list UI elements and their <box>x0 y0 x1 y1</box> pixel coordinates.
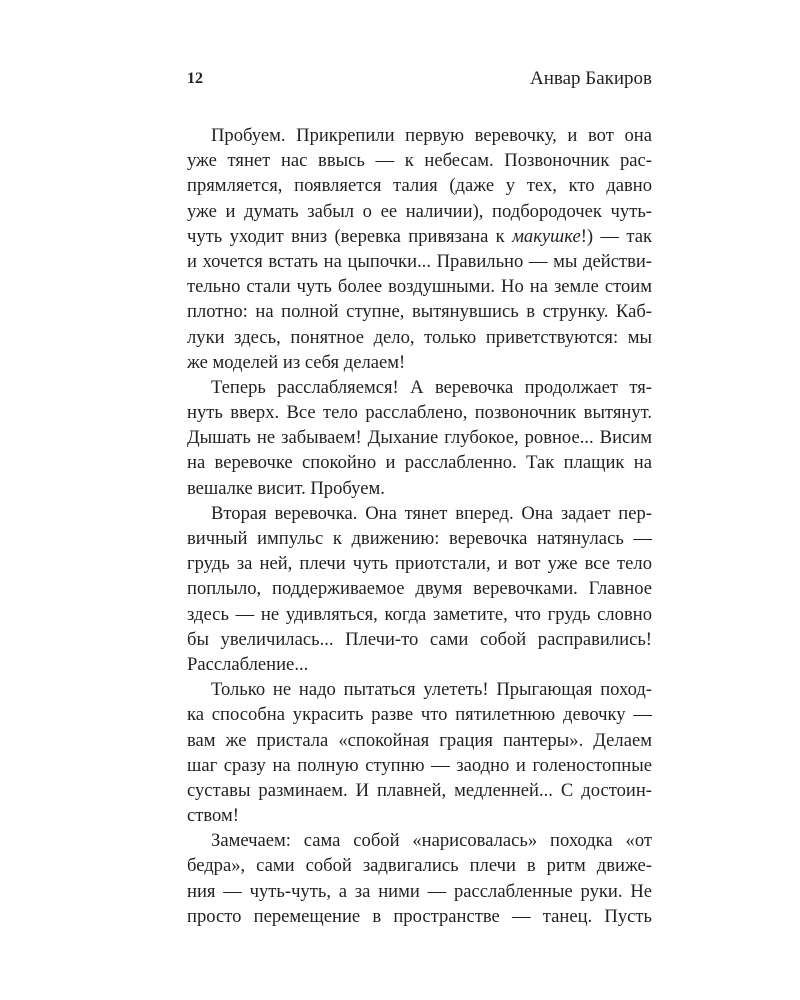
text-segment: чуть уходит вниз (веревка привязана к <box>187 225 513 247</box>
text-line: здесь — не удивляться, когда заметите, что грудь словно <box>187 603 652 625</box>
text-line: бы увеличилась... Плечи-то сами собой расправились! <box>187 628 652 650</box>
italic-emphasis: макушке <box>512 225 581 247</box>
text-line: Пробуем. Прикрепили первую веревочку, и вот она <box>211 125 652 146</box>
paragraph <box>187 375 652 501</box>
text-line: луки здесь, понятное дело, только приветствуются: мы <box>187 326 652 348</box>
text-line: Расслабление... <box>187 653 309 675</box>
text-line: ством! <box>187 805 239 827</box>
text-line: суставы разминаем. И плавней, медленней... С достоин- <box>187 779 652 801</box>
text-line: Замечаем: сама собой «нарисовалась» походка «от <box>211 830 652 852</box>
page-number: 12 <box>187 70 203 87</box>
text-line: вешалке висит. Пробуем. <box>187 477 385 499</box>
running-head-author: Анвар Бакиров <box>529 68 652 89</box>
paragraph <box>187 677 652 828</box>
text-line: ка способна украсить разве что пятилетнюю девочку — <box>187 704 652 726</box>
text-line: Дышать не забываем! Дыхание глубокое, ровное... Висим <box>187 427 652 449</box>
text-line: шаг сразу на полную ступню — заодно и голеностопные <box>187 754 652 776</box>
text-line: нуть вверх. Все тело расслаблено, позвоночник вытянут. <box>187 402 652 424</box>
paragraph <box>187 828 652 929</box>
text-line: грудь за ней, плечи чуть приотстали, и вот уже все тело <box>187 553 652 575</box>
text-line <box>187 224 652 249</box>
text-line: ния — чуть-чуть, а за ними — расслабленные руки. Не <box>187 880 652 902</box>
text-line: прямляется, появляется талия (даже у тех, кто давно <box>187 175 652 197</box>
text-line: просто перемещение в пространстве — танец. Пусть <box>187 905 652 927</box>
text-line: вам же пристала «спокойная грация пантеры». Делаем <box>187 729 652 751</box>
text-line: Вторая веревочка. Она тянет вперед. Она задает пер- <box>211 502 652 524</box>
text-line: Теперь расслабляемся! А веревочка продолжает тя- <box>211 376 652 398</box>
paragraph <box>187 123 652 375</box>
text-line: вичный импульс к движению: веревочка натянулась — <box>187 528 652 549</box>
text-line: плотно: на полной ступне, вытянувшись в струнку. Каб- <box>187 301 652 323</box>
text-line: уже и думать забыл о ее наличии), подбородочек чуть- <box>187 200 652 222</box>
text-line: и хочется встать на цыпочки... Правильно — мы действи- <box>187 250 652 272</box>
paragraph <box>187 501 652 677</box>
text-line: бедра», сами собой задвигались плечи в ритм движе- <box>187 855 652 877</box>
text-line: уже тянет нас ввысь — к небесам. Позвоночник рас- <box>187 150 652 172</box>
text-line: тельно стали чуть более воздушными. Но на земле стоим <box>187 276 652 298</box>
text-line: Только не надо пытаться улететь! Прыгающая поход- <box>211 679 652 701</box>
text-segment: !) — так <box>580 225 652 247</box>
text-line: же моделей из себя делаем! <box>187 351 406 373</box>
text-line: поплыло, поддерживаемое двумя веревочками. Главное <box>187 578 652 600</box>
body-text <box>187 123 652 929</box>
text-line: на веревочке спокойно и расслабленно. Так плащик на <box>187 452 652 474</box>
